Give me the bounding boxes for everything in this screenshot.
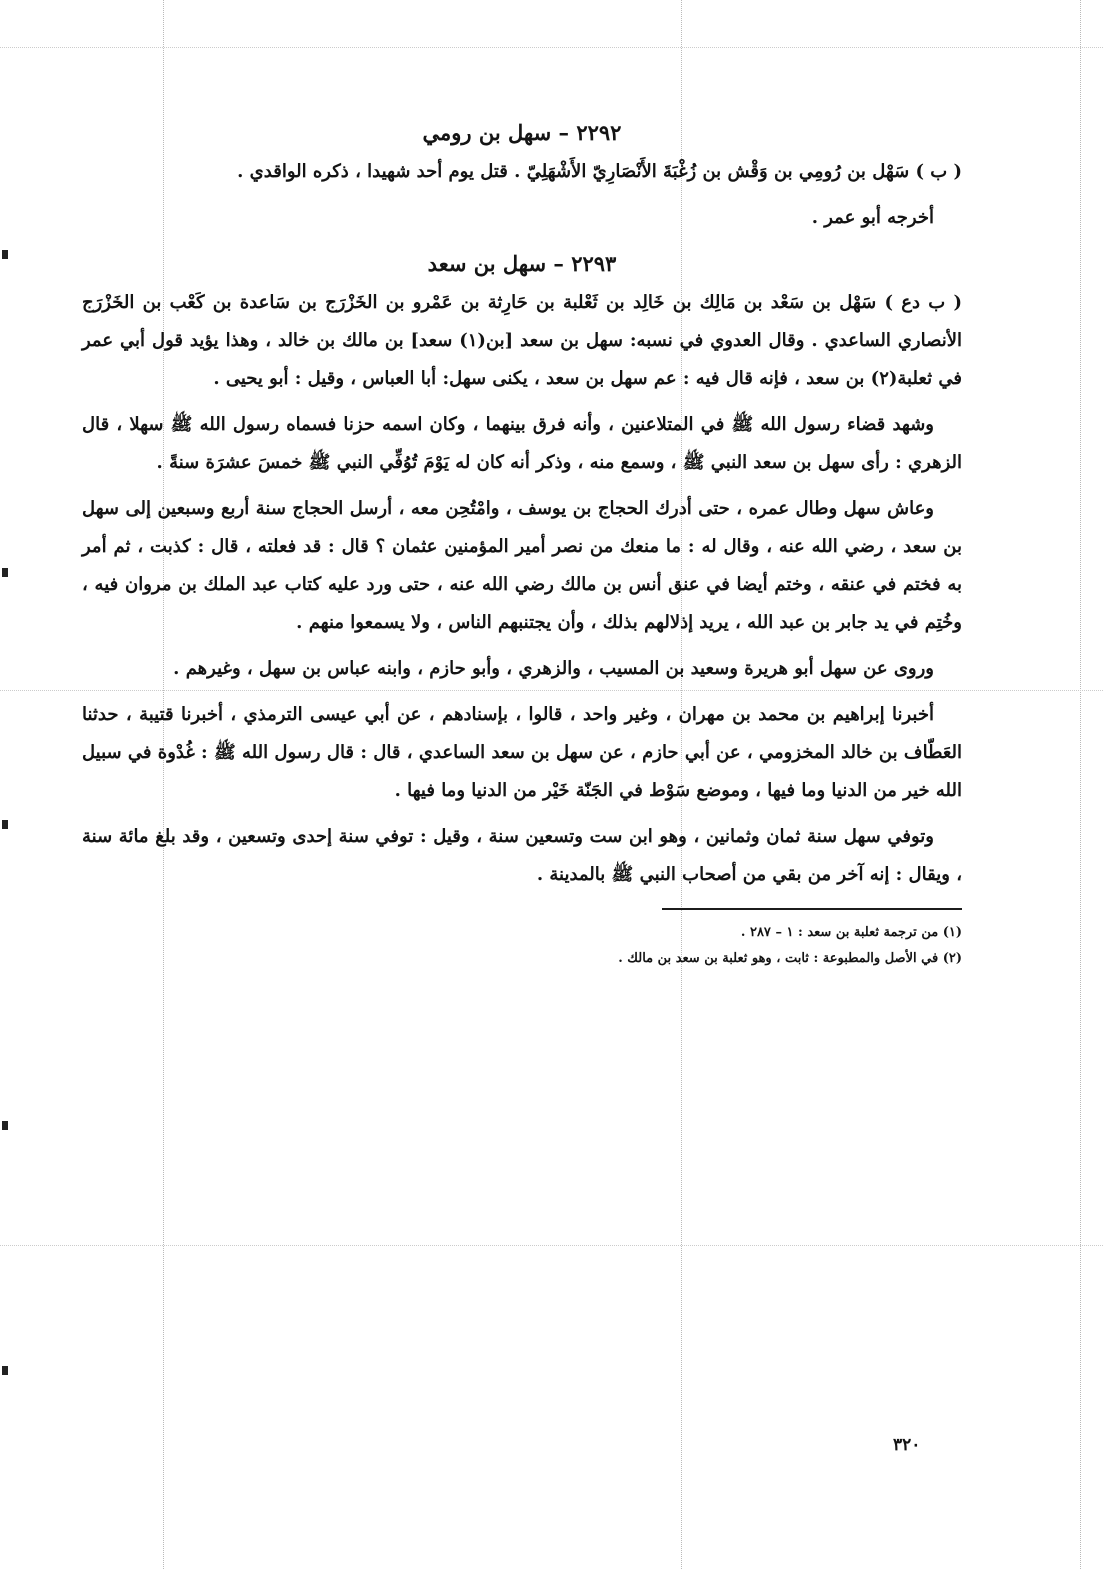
- footnote: (١) من ترجمة ثعلبة بن سعد : ١ – ٢٨٧ .: [740, 925, 962, 940]
- margin-mark: [2, 820, 8, 829]
- margin-mark: [2, 250, 8, 259]
- entry-paragraph: وعاش سهل وطال عمره ، حتى أدرك الحجاج بن يوسف ، وامْتُحِن معه ، أرسل الحجاج سنة أربع وسبعين إلى سهل بن سعد ، رضي الله عنه ، وقال له : ما منعك من نصر أمير المؤمنين عثمان ؟ قال : قد فعلته ، قال : كذبت ، ثم أمر به فختم في عنقه ، وختم أيضا في عنق أنس بن مالك رضي الله عنه ، حتى ورد عليه كتاب عبد الملك بن مروان فيه ، وخُتِم في يد جابر بن عبد الله ، يريد إذلالهم بذلك ، وأن يجتنبهم الناس ، ولا يسمعوا منهم .: [82, 498, 962, 633]
- margin-mark: [2, 1366, 8, 1375]
- scan-fold-line: [0, 47, 1103, 48]
- footnote: (٢) في الأصل والمطبوعة : ثابت ، وهو ثعلبة بن سعد بن مالك .: [618, 951, 962, 966]
- entry-sahl-bin-saad: [82, 251, 962, 894]
- book-page: [82, 120, 962, 972]
- entry-paragraph: ( ب دع ) سَهْل بن سَعْد بن مَالِك بن خَالِد بن ثَعْلبة بن حَارِثة بن عَمْرو بن الخَزْرَج بن سَاعدة بن كَعْب بن الخَزْرَج الأنصاري الساعدي . وقال العدوي في نسبه: سهل بن سعد [بن(١) سعد] بن مالك بن خالد ، وهذا يؤيد قول أبي عمر في ثعلبة(٢) بن سعد ، فإنه قال فيه : عم سهل بن سعد ، يكنى سهل: أبا العباس ، وقيل : أبو يحيى .: [82, 292, 962, 389]
- footnote-divider: [662, 908, 962, 910]
- entry-heading: ٢٢٩٣ – سهل بن سعد: [427, 251, 617, 276]
- footnotes: [82, 920, 962, 972]
- entry-paragraph: ( ب ) سَهْل بن رُومِي بن وَقْش بن زُغْبَةَ الأَنْصَارِيّ الأَشْهَلِيّ . قتل يوم أحد شهيدا ، ذكره الواقدي .: [237, 161, 962, 182]
- margin-mark: [2, 1121, 8, 1130]
- page-number: ٣٢٠: [893, 1435, 921, 1455]
- entry-paragraph: أخبرنا إبراهيم بن محمد بن مهران ، وغير واحد ، قالوا ، بإسنادهم ، عن أبي عيسى الترمذي ، أخبرنا قتيبة ، حدثنا العَطّاف بن خالد المخزومي ، عن أبي حازم ، عن سهل بن سعد الساعدي ، قال : قال رسول الله ﷺ : غُدْوة في سبيل الله خير من الدنيا وما فيها ، وموضع سَوْط في الجَنّة خَيْر من الدنيا وما فيها .: [82, 704, 962, 801]
- scan-fold-line: [0, 1245, 1103, 1246]
- margin-mark: [2, 568, 8, 577]
- scan-fold-line: [1080, 0, 1081, 1569]
- entry-paragraph: وتوفي سهل سنة ثمان وثمانين ، وهو ابن ست وتسعين سنة ، وقيل : توفي سنة إحدى وتسعين ، وقد بلغ مائة سنة ، ويقال : إنه آخر من بقي من أصحاب النبي ﷺ بالمدينة .: [82, 826, 962, 885]
- entry-spacer: [82, 237, 962, 251]
- entry-heading: ٢٢٩٢ – سهل بن رومي: [422, 120, 622, 145]
- entry-paragraph: أخرجه أبو عمر .: [811, 207, 934, 228]
- entry-sahl-bin-rumi: [82, 120, 962, 237]
- entry-paragraph: وروى عن سهل أبو هريرة وسعيد بن المسيب ، والزهري ، وأبو حازم ، وابنه عباس بن سهل ، وغيرهم .: [173, 658, 934, 679]
- entry-paragraph: وشهد قضاء رسول الله ﷺ في المتلاعنين ، وأنه فرق بينهما ، وكان اسمه حزنا فسماه رسول الله ﷺ سهلا ، قال الزهري : رأى سهل بن سعد النبي ﷺ ، وسمع منه ، وذكر أنه كان له يَوْمَ تُوُفِّي النبي ﷺ خمسَ عشرَة سنةً .: [82, 414, 962, 473]
